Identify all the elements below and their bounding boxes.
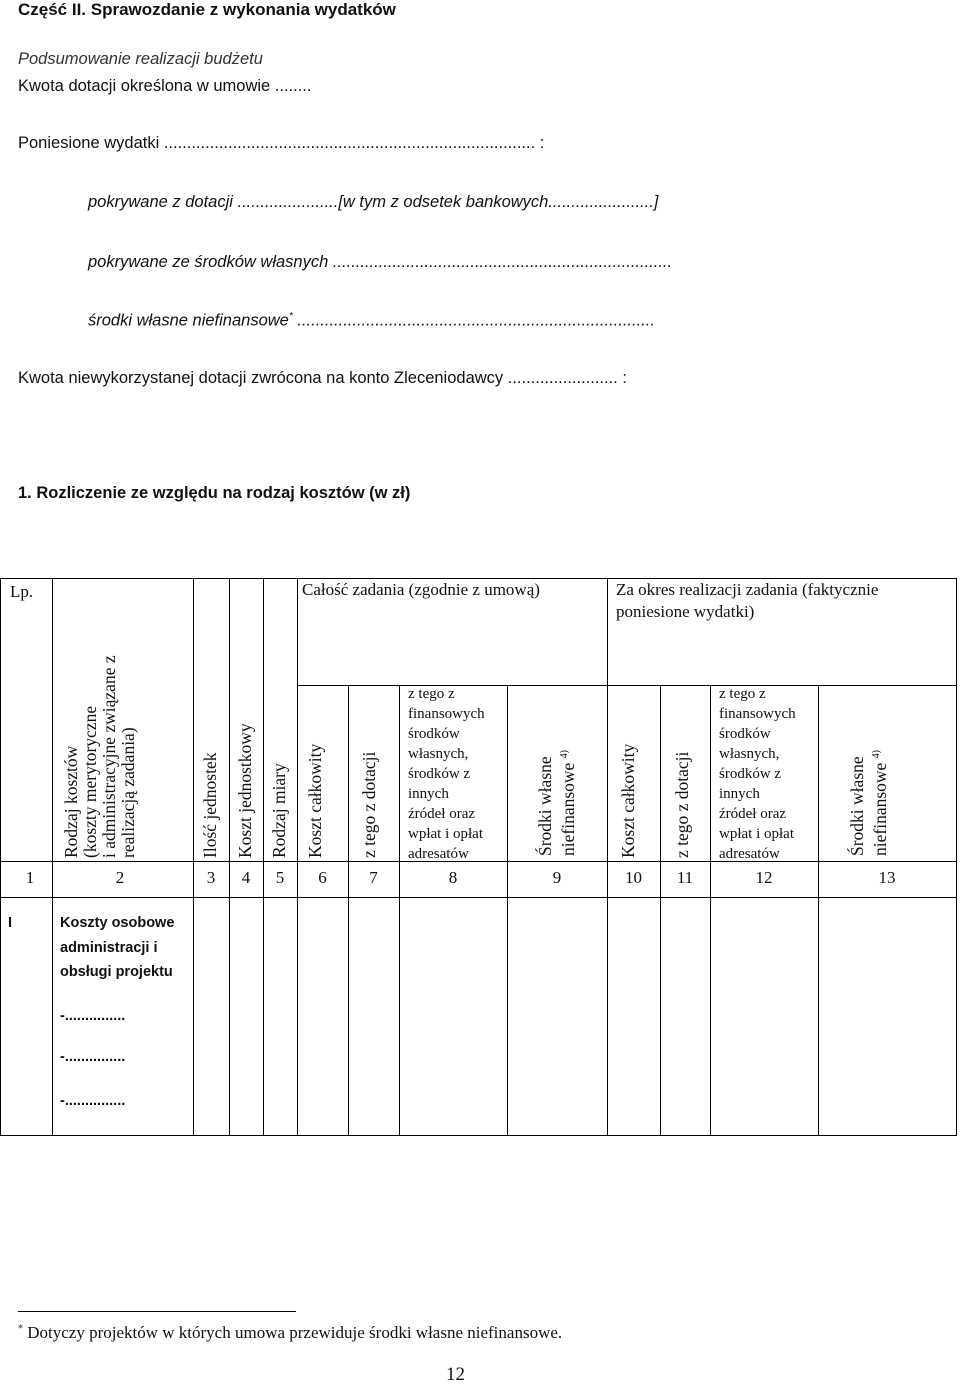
header-line: własnych, bbox=[408, 746, 469, 762]
col-number: 12 bbox=[755, 868, 773, 887]
header-line: Środki własne bbox=[847, 756, 867, 856]
footnote-ref: 4) bbox=[871, 749, 882, 759]
col-number: 11 bbox=[676, 868, 694, 887]
col-number: 1 bbox=[25, 868, 35, 887]
col-divider bbox=[229, 578, 230, 1135]
col-number: 13 bbox=[878, 868, 896, 887]
table-border-left bbox=[0, 578, 1, 1135]
period-header-line1: Za okres realizacji zadania (faktycznie bbox=[616, 580, 879, 599]
header-line: źródeł oraz bbox=[719, 806, 787, 822]
row-title-line: administracji i bbox=[60, 939, 158, 956]
col-divider bbox=[297, 578, 298, 1135]
header-line: finansowych bbox=[408, 706, 485, 722]
col-divider bbox=[710, 685, 711, 1135]
footnote-text: Dotyczy projektów w których umowa przewiduje środki własne niefinansowe. bbox=[27, 1323, 563, 1342]
period-from-grant-header: z tego z dotacji bbox=[672, 751, 692, 858]
header-line: własnych, bbox=[719, 746, 780, 762]
col-number: 9 bbox=[552, 868, 562, 887]
row-roman-number: I bbox=[8, 915, 13, 931]
header-line bbox=[867, 750, 890, 856]
col-number: 5 bbox=[275, 868, 285, 887]
header-line: środków bbox=[719, 726, 771, 742]
footnote-ref: 4) bbox=[559, 749, 570, 759]
header-line: adresatów bbox=[408, 846, 469, 862]
col-number: 7 bbox=[369, 868, 378, 887]
row-title-line: Koszty osobowe bbox=[60, 915, 175, 931]
header-line: adresatów bbox=[719, 846, 780, 862]
header-line: innych bbox=[719, 786, 760, 802]
col-number: 4 bbox=[241, 868, 251, 887]
footnote-separator bbox=[18, 1311, 296, 1312]
col-number: 10 bbox=[625, 868, 642, 887]
expenses-line: Poniesione wydatki ................................................................................. : bbox=[18, 134, 545, 152]
section-heading: Część II. Sprawozdanie z wykonania wydatków bbox=[18, 0, 396, 19]
unit-cost-header: Koszt jednostkowy bbox=[235, 723, 255, 858]
header-line: wpłat i opłat bbox=[719, 826, 794, 842]
col-number: 8 bbox=[448, 868, 458, 887]
col-divider bbox=[818, 685, 819, 1135]
total-cost-header: Koszt całkowity bbox=[305, 743, 325, 858]
measure-header: Rodzaj miary bbox=[269, 763, 289, 858]
col-divider bbox=[399, 685, 400, 1135]
own-nonfinancial-mark: * bbox=[288, 311, 293, 322]
own-nonfinancial-label: środki własne niefinansowe bbox=[88, 311, 289, 330]
cost-type-header bbox=[62, 655, 138, 858]
summary-subtitle: Podsumowanie realizacji budżetu bbox=[18, 50, 263, 68]
col-divider bbox=[507, 685, 508, 1135]
footnote bbox=[18, 1323, 562, 1343]
cost-type-line: Rodzaj kosztów bbox=[61, 745, 81, 858]
col-divider bbox=[193, 578, 194, 1135]
col-number: 6 bbox=[318, 868, 327, 887]
header-line bbox=[555, 750, 578, 856]
col-divider bbox=[52, 578, 53, 1135]
header-line: z tego z bbox=[719, 686, 766, 702]
covered-grant-line: pokrywane z dotacji ......................[w tym z odsetek bankowych.......................] bbox=[88, 193, 659, 211]
header-text: niefinansowe bbox=[869, 762, 890, 856]
own-nonfinancial-line bbox=[88, 311, 655, 331]
header-line: środków bbox=[408, 726, 460, 742]
col-divider bbox=[607, 578, 608, 1135]
row-title-line: obsługi projektu bbox=[60, 964, 173, 980]
header-line: innych bbox=[408, 786, 449, 802]
cost-type-line: (koszty merytoryczne bbox=[80, 705, 100, 858]
row-title bbox=[60, 911, 174, 985]
lp-header: Lp. bbox=[10, 582, 34, 601]
header-line: środków z bbox=[408, 766, 471, 782]
col-number: 2 bbox=[115, 868, 125, 887]
header-line: finansowych bbox=[719, 706, 796, 722]
units-count-header: Ilość jednostek bbox=[200, 752, 220, 858]
own-financial-header bbox=[408, 684, 485, 864]
period-own-nonfinancial-header bbox=[848, 750, 890, 856]
row-item: -............... bbox=[60, 1008, 126, 1024]
header-line: środków z bbox=[719, 766, 782, 782]
from-grant-header: z tego z dotacji bbox=[359, 751, 379, 858]
period-header-line2: poniesione wydatki) bbox=[616, 602, 755, 621]
col-divider bbox=[660, 685, 661, 1135]
header-text: niefinansowe bbox=[557, 762, 578, 856]
period-own-financial-header bbox=[719, 684, 796, 864]
cost-type-line: realizacją zadania) bbox=[118, 727, 138, 858]
whole-task-header: Całość zadania (zgodnie z umową) bbox=[302, 580, 540, 599]
header-line: z tego z bbox=[408, 686, 455, 702]
row-item: -............... bbox=[60, 1093, 126, 1109]
grant-amount-line: Kwota dotacji określona w umowie ........ bbox=[18, 77, 312, 95]
header-line: Środki własne bbox=[535, 756, 555, 856]
returned-line: Kwota niewykorzystanej dotacji zwrócona na konto Zleceniodawcy ........................ : bbox=[18, 369, 627, 387]
col-divider bbox=[348, 685, 349, 1135]
table-border-top bbox=[0, 578, 957, 579]
col-divider bbox=[263, 578, 264, 1135]
header-line: źródeł oraz bbox=[408, 806, 476, 822]
footnote-mark: * bbox=[18, 1323, 23, 1335]
header-line: wpłat i opłat bbox=[408, 826, 483, 842]
table-numbers-bottom bbox=[0, 897, 957, 898]
table-border-bottom bbox=[0, 1135, 957, 1136]
page-number: 12 bbox=[446, 1364, 465, 1385]
covered-own-line: pokrywane ze środków własnych .......................................................................... bbox=[88, 253, 673, 271]
table-subheader-line bbox=[297, 685, 957, 686]
row-item: -............... bbox=[60, 1049, 126, 1065]
section1-title: 1. Rozliczenie ze względu na rodzaj kosztów (w zł) bbox=[18, 484, 411, 502]
period-total-cost-header: Koszt całkowity bbox=[618, 743, 638, 858]
own-nonfinancial-header bbox=[536, 750, 578, 856]
cost-type-line: i administracyjne związane z bbox=[99, 655, 119, 858]
table-border-right bbox=[956, 578, 957, 1135]
col-number: 3 bbox=[206, 868, 216, 887]
own-nonfinancial-dots: .............................................................................. bbox=[292, 311, 655, 330]
